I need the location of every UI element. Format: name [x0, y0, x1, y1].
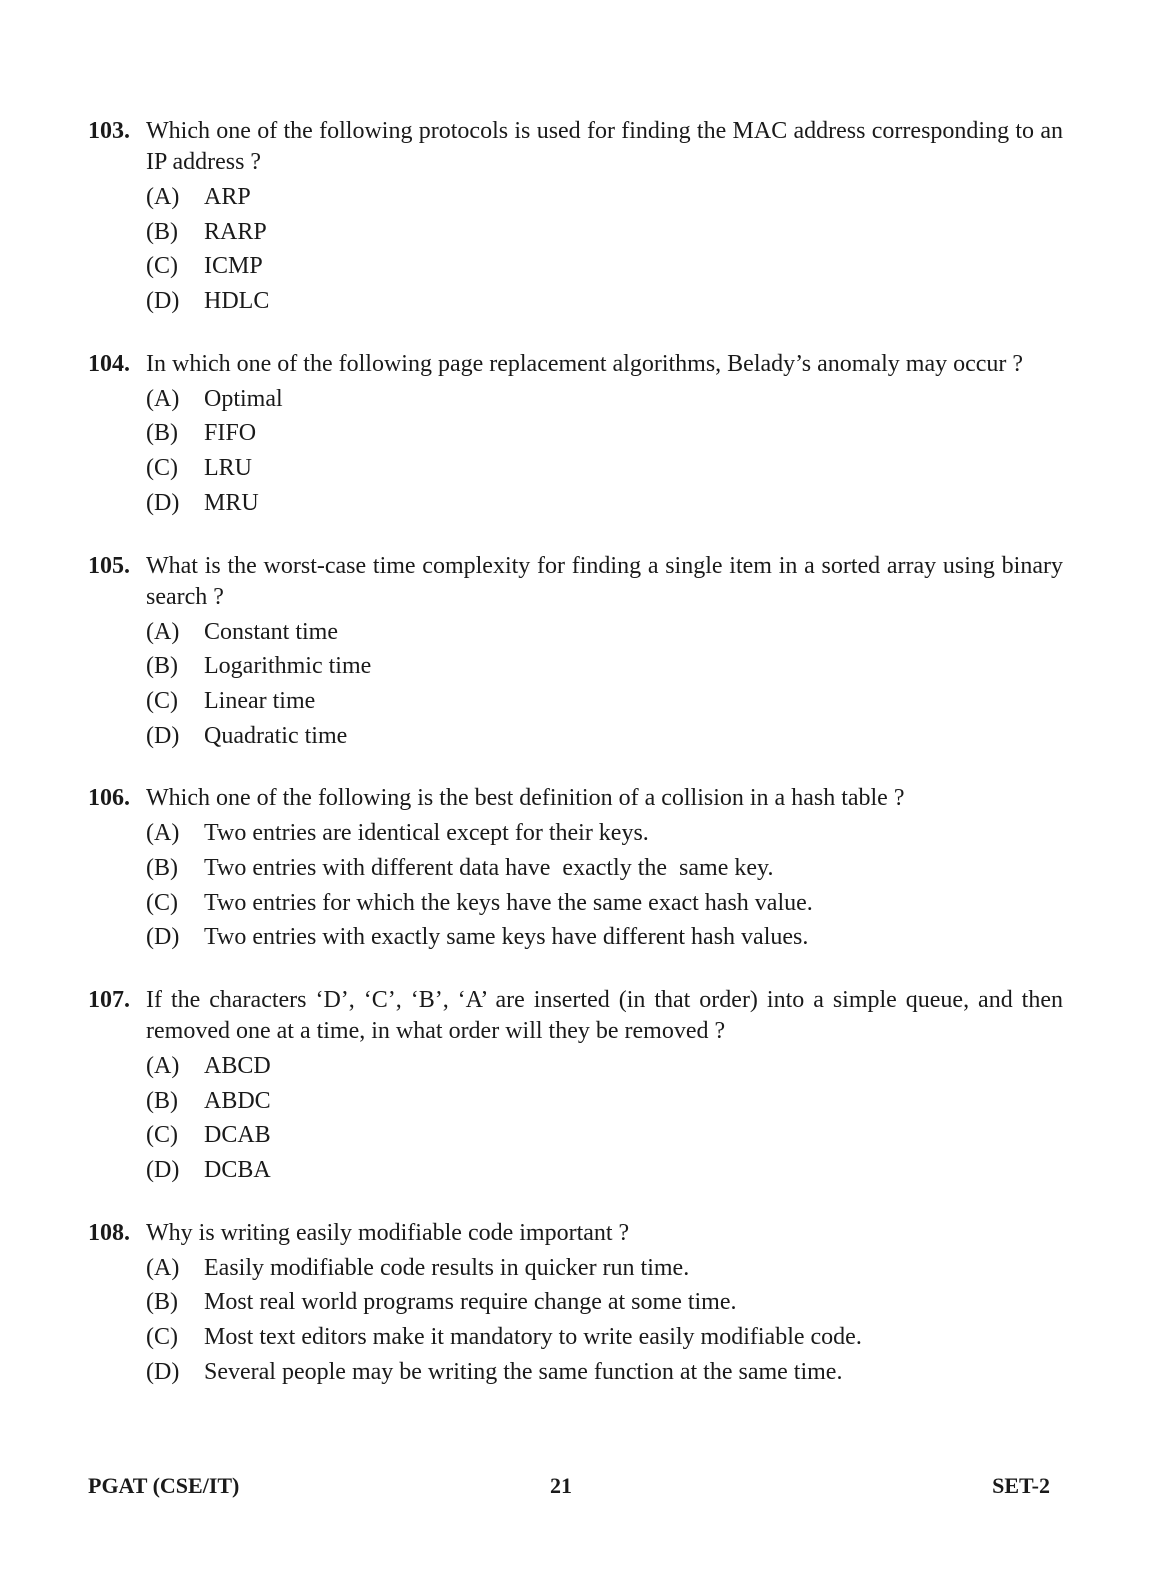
option-d	[88, 1355, 1063, 1390]
option-list	[88, 615, 1063, 754]
option-text: MRU	[204, 489, 259, 516]
option-letter: (A)	[146, 820, 180, 847]
question-text: In which one of the following page replacement algorithms, Belady’s anomaly may occur ?	[146, 350, 1024, 377]
option-letter: (C)	[146, 1122, 178, 1149]
question-header	[88, 116, 1063, 178]
option-a	[88, 816, 1063, 851]
question-105	[88, 551, 1063, 754]
option-a	[88, 615, 1063, 650]
option-list	[88, 382, 1063, 521]
option-letter: (C)	[146, 1324, 178, 1351]
option-letter: (A)	[146, 385, 180, 412]
question-text: What is the worst-case time complexity for finding a single item in a sorted array using binary search ?	[146, 552, 1063, 610]
option-b	[88, 851, 1063, 886]
option-text: Linear time	[204, 687, 316, 714]
option-b	[88, 1285, 1063, 1320]
option-d	[88, 284, 1063, 319]
question-text: Why is writing easily modifiable code important ?	[146, 1219, 630, 1246]
option-c	[88, 451, 1063, 486]
option-letter: (B)	[146, 653, 178, 680]
option-c	[88, 886, 1063, 921]
option-letter: (B)	[146, 420, 178, 447]
option-b	[88, 1084, 1063, 1119]
question-text: If the characters ‘D’, ‘C’, ‘B’, ‘A’ are inserted (in that order) into a simple queue, and then removed one at a time, in what order will they be removed ?	[146, 987, 1063, 1044]
question-number: 105.	[88, 552, 130, 579]
option-text: Two entries for which the keys have the same exact hash value.	[204, 889, 813, 916]
option-text: ICMP	[204, 253, 263, 280]
option-letter: (D)	[146, 722, 180, 749]
question-106	[88, 783, 1063, 955]
option-letter: (A)	[146, 1254, 180, 1281]
option-c	[88, 249, 1063, 284]
option-text: ABCD	[204, 1053, 271, 1079]
option-letter: (C)	[146, 253, 178, 280]
question-number: 106.	[88, 785, 130, 812]
option-letter: (B)	[146, 854, 178, 881]
option-c	[88, 1320, 1063, 1355]
option-text: HDLC	[204, 288, 270, 315]
option-list	[88, 816, 1063, 955]
option-text: Two entries with exactly same keys have different hash values.	[204, 924, 809, 951]
option-list	[88, 1251, 1063, 1390]
option-d	[88, 719, 1063, 754]
option-list	[88, 1049, 1063, 1188]
option-d	[88, 920, 1063, 955]
option-text: Most real world programs require change at some time.	[204, 1289, 737, 1316]
option-c	[88, 1118, 1063, 1153]
option-letter: (D)	[146, 1157, 180, 1184]
option-text: LRU	[204, 455, 252, 482]
option-a	[88, 1049, 1063, 1084]
option-list	[88, 180, 1063, 319]
option-text: DCAB	[204, 1122, 271, 1149]
option-text: FIFO	[204, 420, 257, 447]
option-c	[88, 684, 1063, 719]
set-label: SET-2	[992, 1473, 1050, 1498]
option-text: Several people may be writing the same function at the same time.	[204, 1358, 843, 1385]
option-letter: (C)	[146, 455, 178, 482]
option-letter: (B)	[146, 218, 178, 245]
option-text: RARP	[204, 218, 267, 245]
option-a	[88, 180, 1063, 215]
option-letter: (A)	[146, 1053, 180, 1079]
option-text: Constant time	[204, 618, 338, 645]
option-letter: (D)	[146, 288, 180, 315]
question-104	[88, 349, 1063, 521]
option-a	[88, 1251, 1063, 1286]
question-107	[88, 985, 1063, 1188]
question-text: Which one of the following protocols is used for finding the MAC address corresponding to an IP address ?	[146, 118, 1063, 175]
option-text: Logarithmic time	[204, 653, 372, 680]
option-letter: (B)	[146, 1289, 178, 1316]
option-letter: (C)	[146, 889, 178, 916]
question-header	[88, 985, 1063, 1047]
question-header	[88, 783, 1063, 814]
option-text: Most text editors make it mandatory to write easily modifiable code.	[204, 1324, 862, 1351]
option-letter: (D)	[146, 489, 180, 516]
question-number: 103.	[88, 118, 130, 144]
question-number: 107.	[88, 987, 130, 1013]
question-list	[88, 116, 1063, 1420]
option-text: DCBA	[204, 1157, 271, 1184]
exam-name: PGAT (CSE/IT)	[88, 1473, 240, 1498]
option-letter: (B)	[146, 1087, 178, 1114]
question-text: Which one of the following is the best definition of a collision in a hash table ?	[146, 785, 905, 812]
option-letter: (D)	[146, 924, 180, 951]
option-letter: (C)	[146, 687, 178, 714]
question-number: 104.	[88, 350, 130, 377]
option-letter: (A)	[146, 618, 180, 645]
option-d	[88, 1153, 1063, 1188]
option-text: ABDC	[204, 1087, 271, 1114]
question-103	[88, 116, 1063, 319]
option-b	[88, 215, 1063, 250]
question-number: 108.	[88, 1219, 130, 1246]
option-text: Two entries are identical except for their keys.	[204, 820, 649, 847]
option-letter: (A)	[146, 184, 180, 210]
option-b	[88, 416, 1063, 451]
option-text: Two entries with different data have exactly the same key.	[204, 854, 774, 881]
option-d	[88, 486, 1063, 521]
option-text: Quadratic time	[204, 722, 348, 749]
question-header	[88, 551, 1063, 613]
option-text: Optimal	[204, 385, 283, 412]
option-letter: (D)	[146, 1358, 180, 1385]
option-text: Easily modifiable code results in quicker run time.	[204, 1254, 690, 1281]
page-number: 21	[550, 1473, 572, 1498]
question-header	[88, 1218, 1063, 1249]
option-text: ARP	[204, 184, 251, 210]
question-header	[88, 349, 1063, 380]
question-108	[88, 1218, 1063, 1390]
option-b	[88, 649, 1063, 684]
option-a	[88, 382, 1063, 417]
